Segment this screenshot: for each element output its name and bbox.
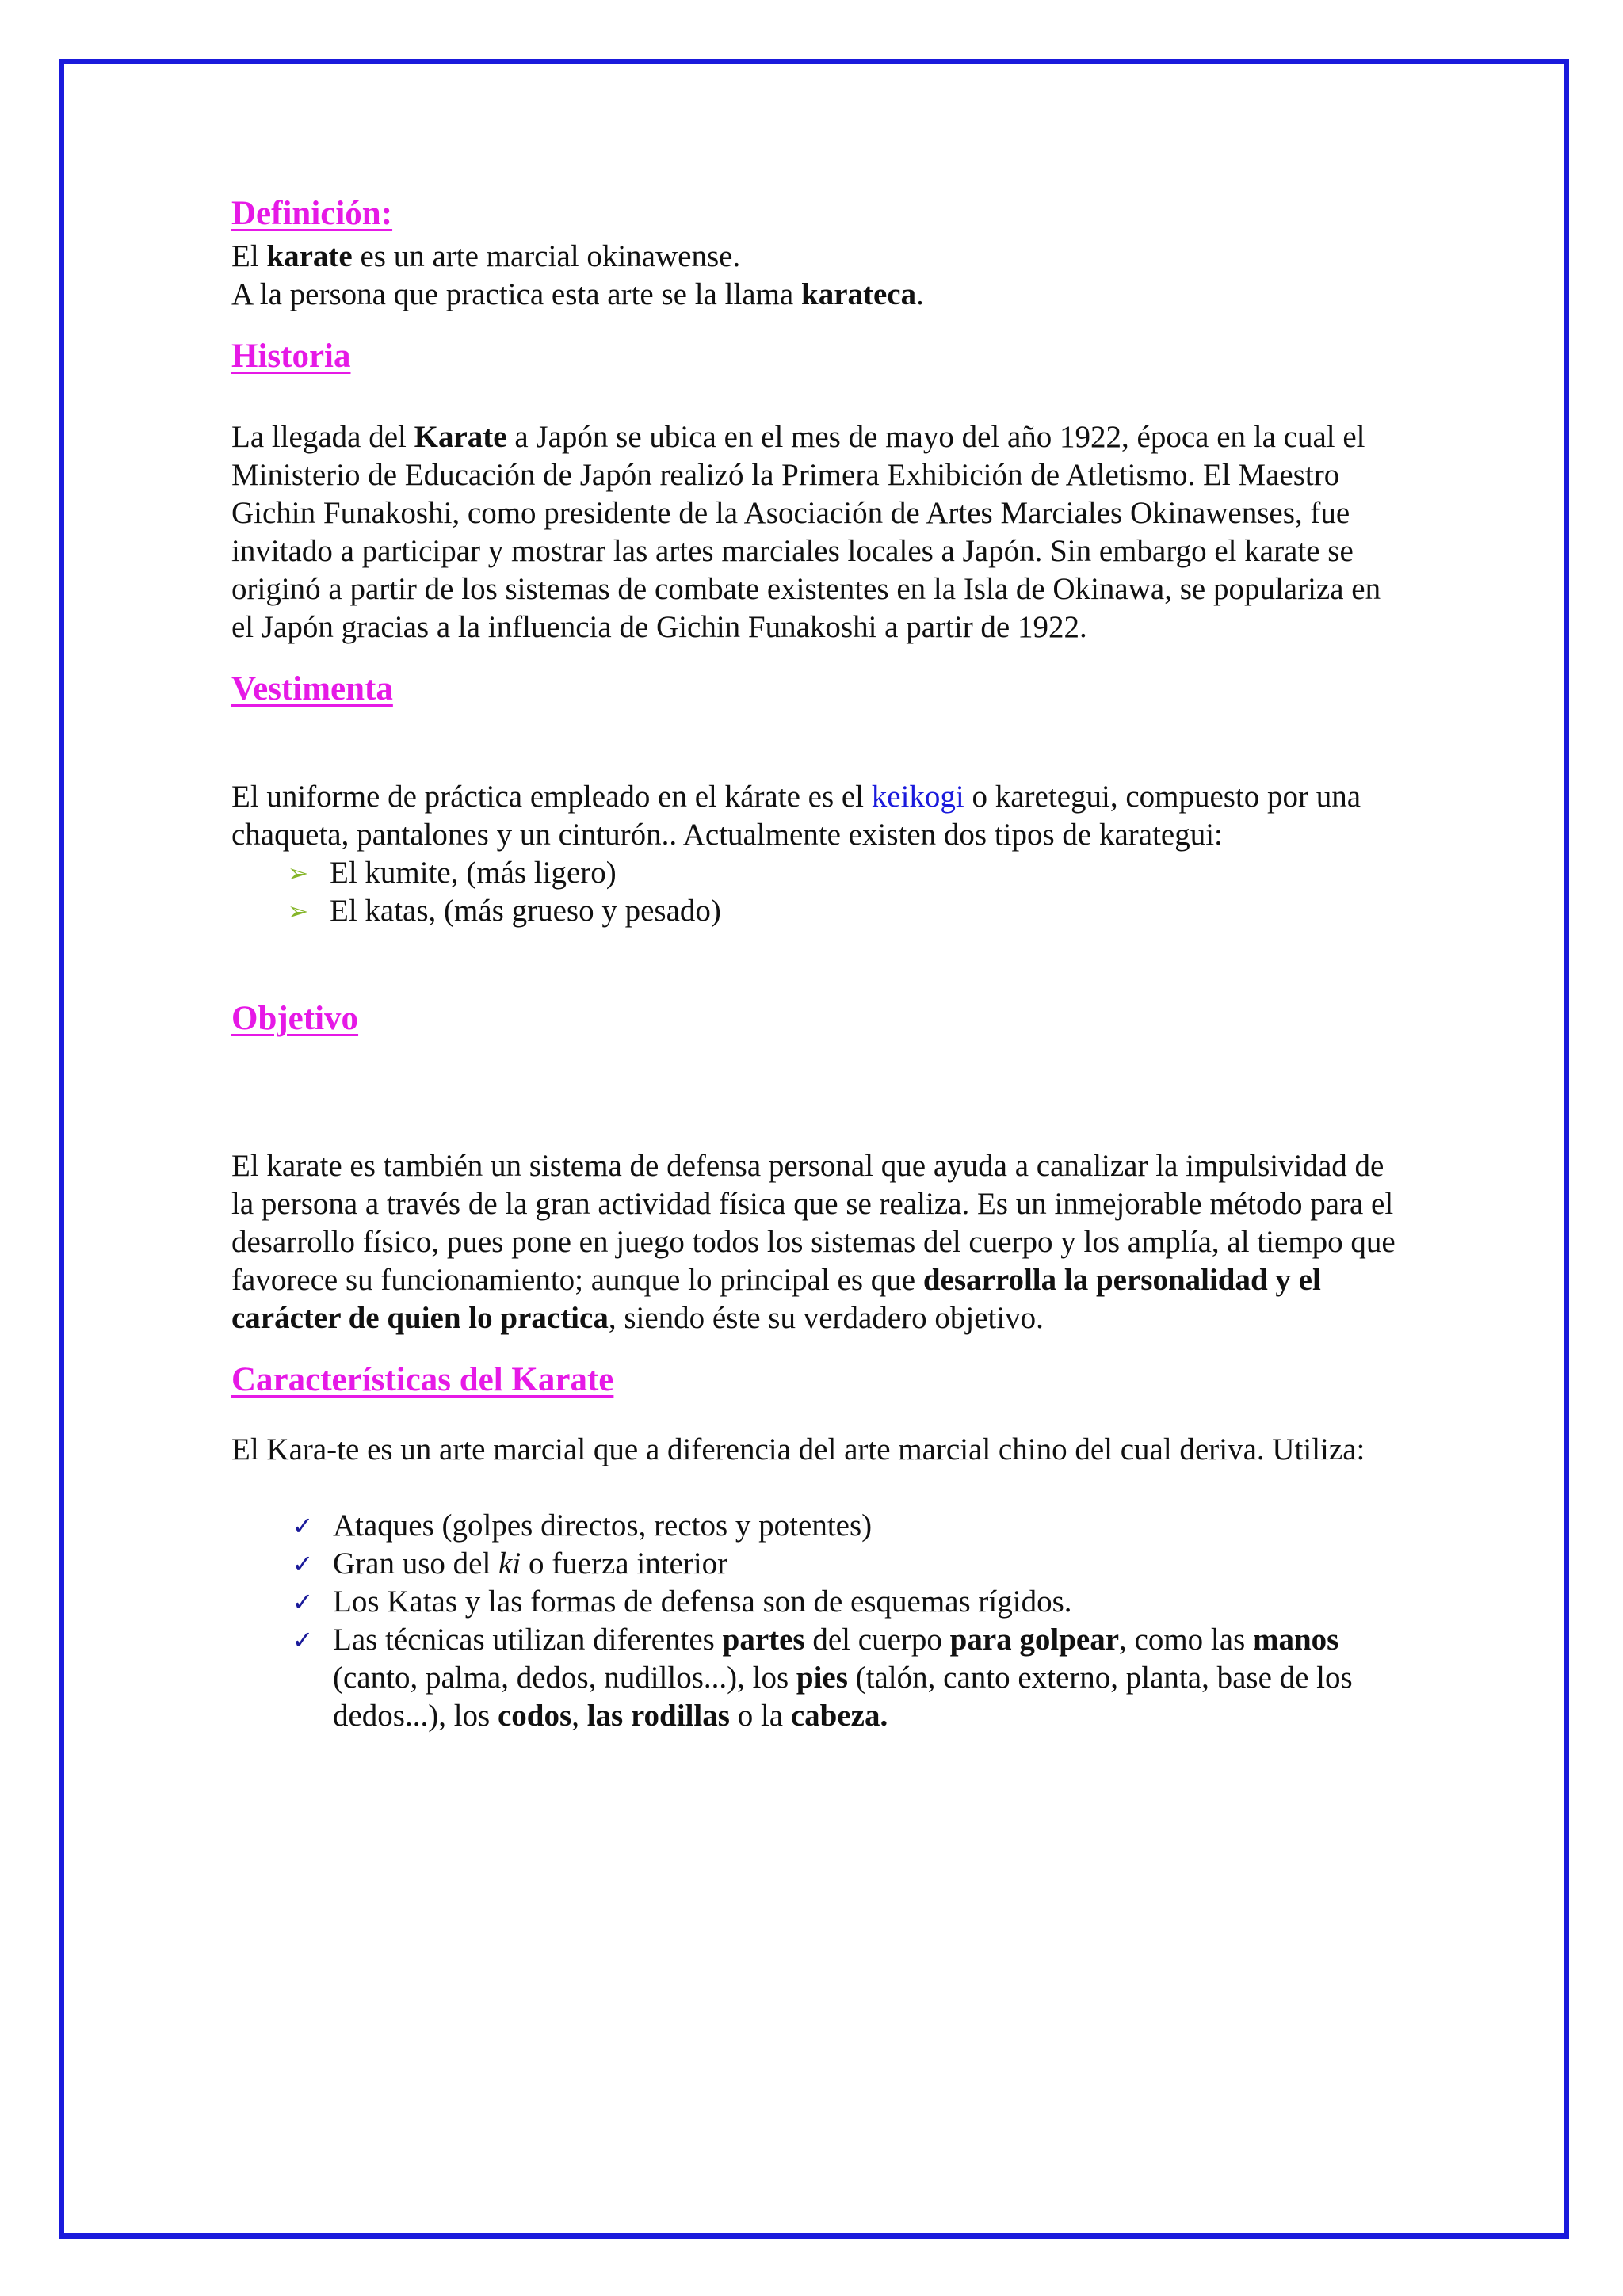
heading-vestimenta: Vestimenta: [231, 670, 393, 707]
vestimenta-list: [231, 854, 1404, 930]
historia-paragraph: La llegada del Karate a Japón se ubica en el mes de mayo del año 1922, época en la cual el Ministerio de Educación de Japón realizó la Primera Exhibición de Atletismo. El Maestro Gichin Funakoshi, como presidente de la Asociación de Artes Marciales Okinawenses, fue invitado a participar y mostrar las artes marciales locales a Japón. Sin embargo el karate se originó a partir de los sistemas de combate existentes en la Isla de Okinawa, se populariza en el Japón gracias a la influencia de Gichin Funakoshi a partir de 1922.: [231, 420, 1381, 644]
checkmark-icon: ✓: [292, 1625, 314, 1655]
list-item: ✓ Ataques (golpes directos, rectos y potentes): [231, 1507, 1404, 1545]
checkmark-icon: ✓: [292, 1511, 314, 1541]
objetivo-paragraph: El karate es también un sistema de defensa personal que ayuda a canalizar la impulsividad de la persona a través de la gran actividad física que se realiza. Es un inmejorable método para el desarrollo físico, pues pone en juego todos los sistemas del cuerpo y los amplía, al tiempo que favorece su funcionamiento; aunque lo principal es que desarrolla la personalidad y el carácter de quien lo practica, siendo éste su verdadero objetivo.: [231, 1149, 1396, 1335]
vestimenta-paragraph: El uniforme de práctica empleado en el kárate es el keikogi o karetegui, compuesto por una chaqueta, pantalones y un cinturón.. Actualmente existen dos tipos de karategui:: [231, 780, 1361, 852]
keikogi-link[interactable]: keikogi: [871, 780, 964, 814]
arrow-bullet-icon: ➢: [287, 896, 309, 926]
heading-historia: Historia: [231, 338, 351, 375]
definicion-line-2: A la persona que practica esta arte se la llama karateca.: [231, 277, 924, 311]
checkmark-icon: ✓: [292, 1587, 314, 1617]
list-item: ➢ El katas, (más grueso y pesado): [231, 892, 1404, 930]
list-item: ✓ Los Katas y las formas de defensa son de esquemas rígidos.: [231, 1583, 1404, 1621]
heading-caracteristicas: Características del Karate: [231, 1361, 614, 1398]
caracteristicas-list: [231, 1507, 1404, 1735]
document-body: [231, 190, 1404, 1735]
heading-objetivo: Objetivo: [231, 1000, 359, 1037]
caracteristicas-intro: El Kara-te es un arte marcial que a diferencia del arte marcial chino del cual deriva. Utiliza:: [231, 1432, 1365, 1466]
list-item: ✓ Las técnicas utilizan diferentes partes del cuerpo para golpear, como las manos (canto, palma, dedos, nudillos...), los pies (talón, canto externo, planta, base de los dedos...), los codos, las rodillas o la cabeza.: [231, 1621, 1404, 1735]
arrow-bullet-icon: ➢: [287, 858, 309, 888]
list-item: ✓ Gran uso del ki o fuerza interior: [231, 1545, 1404, 1583]
heading-definicion: Definición:: [231, 195, 393, 232]
checkmark-icon: ✓: [292, 1549, 314, 1579]
definicion-line-1: El karate es un arte marcial okinawense.: [231, 239, 741, 273]
list-item: ➢ El kumite, (más ligero): [231, 854, 1404, 892]
